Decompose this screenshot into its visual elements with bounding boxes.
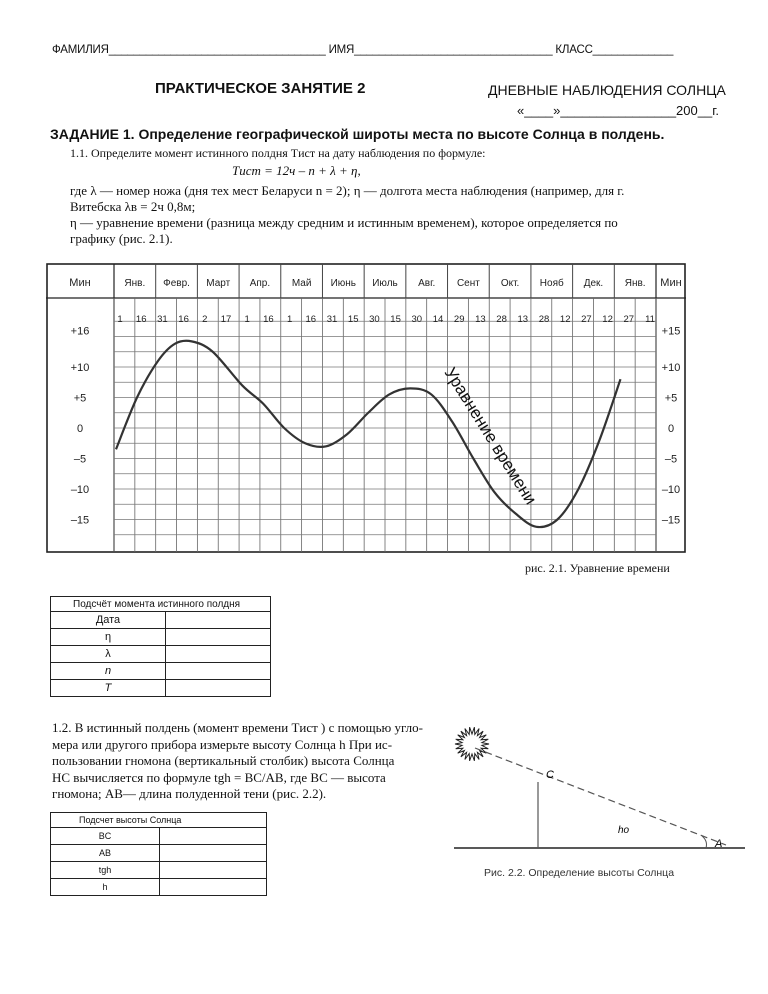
month-label: Янв. — [624, 278, 646, 289]
y-tick-right: 0 — [667, 423, 675, 435]
cell-tgh[interactable] — [160, 862, 267, 879]
date-field[interactable]: «____»________________200__г. — [517, 103, 719, 118]
label-h: hо — [618, 825, 630, 836]
y-tick-left: +5 — [73, 392, 87, 405]
day-tick-label: 31 — [326, 314, 338, 325]
cell-n[interactable] — [166, 663, 271, 680]
name-field[interactable]: ИМЯ________________________________ — [328, 44, 553, 56]
surname-field[interactable]: ФАМИЛИЯ___________________________________ — [52, 44, 326, 56]
day-tick-label: 15 — [390, 314, 401, 325]
page-title: ПРАКТИЧЕСКОЕ ЗАНЯТИЕ 2 — [155, 80, 366, 97]
day-tick-label: 1 — [117, 314, 123, 325]
day-tick-label: 13 — [475, 314, 486, 325]
day-tick-label: 11 — [645, 314, 655, 325]
day-tick-label: 16 — [263, 314, 274, 325]
day-tick-label: 30 — [411, 314, 423, 325]
true-noon-table — [50, 596, 271, 697]
day-tick-label: 1 — [244, 314, 250, 325]
y-tick-left: –15 — [70, 514, 90, 527]
day-tick-label: 30 — [369, 314, 380, 325]
month-label: Июнь — [330, 278, 357, 289]
label-a: A — [715, 838, 723, 850]
chart-grid — [46, 264, 686, 552]
day-tick-label: 29 — [453, 314, 465, 325]
y-tick-right: –10 — [661, 484, 681, 496]
section-1-2-line5: гномона; AB— длина полуденной тени (рис. 2.2). — [52, 786, 327, 801]
sun-ray-line — [475, 748, 726, 845]
chart-day-ticks — [117, 314, 655, 325]
month-label: Окт. — [500, 278, 520, 289]
section-1-1-line3: η — уравнение времени (разница между средним и истинным временем), которое определяется по — [70, 215, 618, 230]
section-1-1-intro: 1.1. Определите момент истинного полдня Tист на дату наблюдения по формуле: — [70, 146, 486, 160]
sun-height-table — [50, 812, 267, 896]
month-label: Май — [291, 278, 312, 289]
y-tick-left: –5 — [73, 453, 87, 466]
y-tick-left: +16 — [70, 325, 90, 338]
section-1-2-line4: HC вычисляется по формуле tgh = BC/AB, где BC — высота — [52, 769, 386, 785]
day-tick-label: 17 — [220, 314, 232, 325]
curve-label: Уравнение времени — [440, 364, 541, 508]
day-tick-label: 1 — [286, 314, 293, 325]
day-tick-label: 16 — [135, 314, 147, 325]
y-tick-left: +10 — [70, 362, 90, 374]
cell-date[interactable] — [166, 612, 271, 629]
day-tick-label: 16 — [178, 314, 189, 325]
month-label: Янв. — [124, 278, 146, 289]
month-label: Февр. — [163, 278, 190, 289]
cell-ab[interactable] — [160, 845, 267, 862]
month-label: Авг. — [418, 278, 436, 289]
left-header: Мин — [69, 277, 91, 289]
month-label: Апр. — [249, 278, 271, 289]
section-1-2-line2: мера или другого прибора измерьте высоту Солнца h При ис- — [52, 736, 393, 752]
cell-bc[interactable] — [160, 828, 267, 845]
day-tick-label: 15 — [347, 314, 359, 325]
y-tick-right: +10 — [661, 362, 681, 374]
day-tick-label: 2 — [202, 314, 208, 325]
gnomon-diagram — [440, 718, 750, 888]
student-info-line — [52, 44, 673, 56]
y-tick-left: –10 — [70, 484, 90, 496]
row-label-bc: BC — [51, 828, 160, 845]
y-tick-right: +5 — [664, 392, 678, 405]
section-1-2-text — [52, 720, 442, 803]
month-label: Дек. — [583, 278, 604, 289]
formula: Tист = 12ч – n + λ + η, — [232, 163, 361, 178]
row-label-h: h — [51, 879, 160, 896]
day-tick-label: 31 — [157, 314, 168, 325]
observation-title: ДНЕВНЫЕ НАБЛЮДЕНИЯ СОЛНЦА — [488, 82, 726, 98]
section-1-1-line2: Витебска λв = 2ч 0,8м; — [70, 199, 196, 214]
y-tick-right: –15 — [661, 514, 681, 527]
equation-of-time-chart — [46, 260, 686, 560]
right-header: Мин — [660, 277, 682, 289]
cell-eta[interactable] — [166, 629, 271, 646]
label-c: C — [546, 769, 554, 781]
day-tick-label: 14 — [432, 314, 444, 325]
y-tick-right: +15 — [661, 325, 681, 338]
section-1-2-line3: пользовании гномона (вертикальный столбик) высота Солнца — [52, 753, 395, 768]
sun-rays — [455, 727, 489, 761]
row-label-eta: η — [51, 629, 166, 646]
class-field[interactable]: КЛАСС_____________ — [555, 44, 674, 56]
section-1-1-line1: где λ — номер ножа (дня тех мест Беларуси n = 2); η — долгота места наблюдения (например, для г. — [70, 183, 625, 198]
cell-t[interactable] — [166, 680, 271, 697]
day-tick-label: 27 — [581, 314, 592, 325]
day-tick-label: 13 — [517, 314, 529, 325]
day-tick-label: 27 — [623, 314, 635, 325]
table-caption: Подсчет высоты Солнца — [51, 813, 267, 828]
section-1-1-line4: графику (рис. 2.1). — [70, 231, 173, 246]
row-label-tgh: tgh — [51, 862, 160, 879]
day-tick-label: 28 — [538, 314, 550, 325]
month-label: Нояб — [539, 278, 564, 289]
task-1-heading: ЗАДАНИЕ 1. Определение географической широты места по высоте Солнца в полдень. — [50, 126, 665, 142]
section-1-2-line1: 1.2. В истинный полдень (момент времени Tист ) с помощью угло- — [52, 720, 423, 735]
chart-headers — [69, 277, 681, 289]
day-tick-label: 12 — [602, 314, 613, 325]
month-label: Сент — [456, 278, 480, 289]
y-tick-right: –5 — [664, 453, 678, 466]
table-caption: Подсчёт момента истинного полдня — [51, 597, 271, 612]
row-label-n: n — [51, 663, 166, 680]
y-tick-left: 0 — [76, 423, 84, 435]
row-label-t: T — [51, 680, 166, 697]
cell-h[interactable] — [160, 879, 267, 896]
row-label-lambda: λ — [51, 646, 166, 663]
row-label-ab: AB — [51, 845, 160, 862]
equation-of-time-curve — [116, 341, 620, 527]
figure-2-2-caption: Рис. 2.2. Определение высоты Солнца — [484, 867, 675, 879]
month-label: Июль — [372, 278, 398, 289]
figure-2-1-caption: рис. 2.1. Уравнение времени — [525, 561, 670, 575]
chart-frame — [47, 264, 685, 552]
sun-icon — [455, 727, 489, 761]
row-label-date: Дата — [51, 612, 166, 629]
day-tick-label: 12 — [559, 314, 571, 325]
day-tick-label: 16 — [305, 314, 317, 325]
cell-lambda[interactable] — [166, 646, 271, 663]
day-tick-label: 28 — [496, 314, 507, 325]
month-label: Март — [206, 278, 231, 289]
